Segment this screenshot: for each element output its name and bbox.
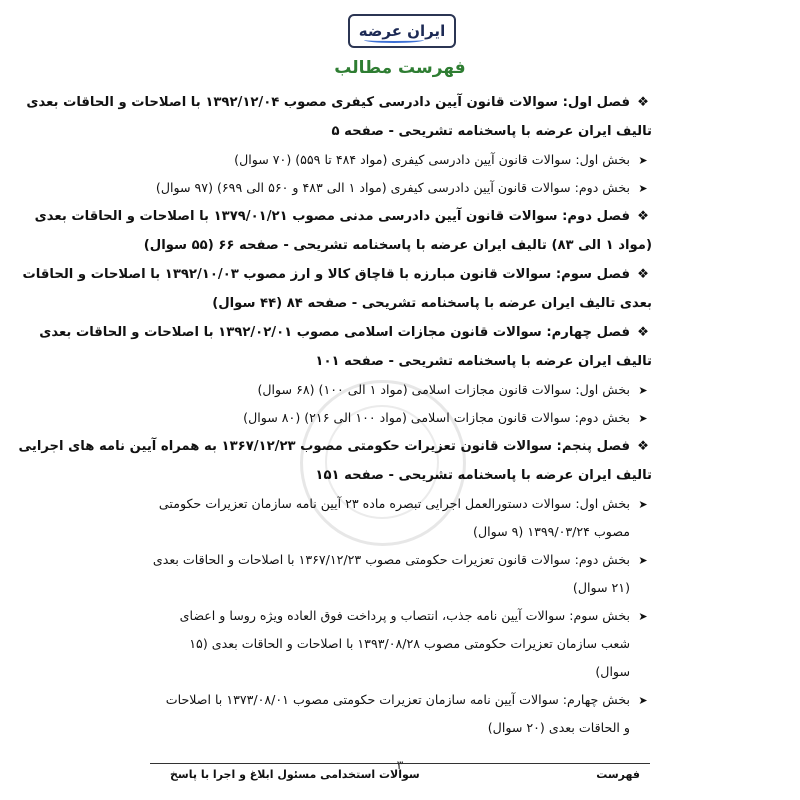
- toc-text: شعب سازمان تعزیرات حکومتی مصوب ۱۳۹۳/۰۸/۲۸ با اصلاحات و الحاقات بعدی (۱۵: [189, 636, 630, 651]
- arrow-bullet-icon: ➤: [638, 554, 648, 567]
- section-item: [138, 376, 652, 404]
- toc-text: مصوب ۱۳۹۹/۰۳/۲۴ (۹ سوال): [473, 524, 630, 539]
- arrow-bullet-icon: ➤: [638, 610, 648, 623]
- toc-text: فصل سوم: سوالات قانون مبارزه با قاچاق کالا و ارز مصوب ۱۳۹۲/۱۰/۰۳ با اصلاحات و الحاقات: [22, 267, 630, 282]
- toc-text: بخش دوم: سوالات قانون مجازات اسلامی (مواد ۱۰۰ الی ۲۱۶) (۸۰ سوال): [243, 410, 630, 425]
- toc-text: بخش دوم: سوالات قانون تعزیرات حکومتی مصوب ۱۳۶۷/۱۲/۲۳ با اصلاحات و الحاقات بعدی: [152, 552, 630, 567]
- diamond-bullet-icon: ❖: [637, 325, 649, 340]
- logo: [348, 14, 456, 48]
- chapter-heading-continuation: [138, 461, 652, 490]
- diamond-bullet-icon: ❖: [637, 209, 649, 224]
- footer-section-label: فهرست: [596, 768, 640, 781]
- toc-text: تالیف ایران عرضه با پاسخنامه تشریحی - صفحه ۵: [331, 124, 652, 139]
- section-item-continuation: [138, 518, 652, 546]
- table-of-contents: [18, 88, 652, 742]
- chapter-heading: [39, 318, 652, 347]
- toc-text: سوال): [595, 664, 630, 679]
- toc-text: بخش دوم: سوالات قانون آیین دادرسی کیفری (مواد ۱ الی ۴۸۳ و ۵۶۰ الی ۶۹۹) (۹۷ سوال): [155, 180, 630, 195]
- chapter-heading-continuation: [138, 231, 652, 260]
- chapter-heading-continuation: [138, 289, 652, 318]
- section-item: [138, 174, 652, 202]
- toc-text: بخش اول: سوالات قانون مجازات اسلامی (مواد ۱ الی ۱۰۰) (۶۸ سوال): [257, 382, 630, 397]
- diamond-bullet-icon: ❖: [637, 95, 649, 110]
- toc-text: تالیف ایران عرضه با پاسخنامه تشریحی - صفحه ۱۵۱: [315, 468, 652, 483]
- chapter-heading: [22, 260, 652, 289]
- toc-text: (مواد ۱ الی ۸۳) تالیف ایران عرضه با پاسخنامه تشریحی - صفحه ۶۶ (۵۵ سوال): [143, 238, 652, 253]
- logo-swoosh-icon: [364, 37, 424, 43]
- chapter-heading: [26, 88, 652, 117]
- section-item-continuation: [138, 714, 652, 742]
- arrow-bullet-icon: ➤: [638, 694, 648, 707]
- arrow-bullet-icon: ➤: [638, 154, 648, 167]
- toc-text: فصل دوم: سوالات قانون آیین دادرسی مدنی مصوب ۱۳۷۹/۰۱/۲۱ با اصلاحات و الحاقات بعدی: [34, 209, 630, 224]
- toc-text: تالیف ایران عرضه با پاسخنامه تشریحی - صفحه ۱۰۱: [315, 354, 652, 369]
- toc-text: فصل پنجم: سوالات قانون تعزیرات حکومتی مصوب ۱۳۶۷/۱۲/۲۳ به همراه آیین نامه های اجرایی: [18, 439, 630, 454]
- section-item-continuation: [138, 658, 652, 686]
- chapter-heading-continuation: [138, 117, 652, 146]
- diamond-bullet-icon: ❖: [637, 439, 649, 454]
- section-item: [138, 546, 652, 574]
- chapter-heading: [18, 432, 652, 461]
- toc-text: بخش اول: سوالات قانون آیین دادرسی کیفری (مواد ۴۸۴ تا ۵۵۹) (۷۰ سوال): [234, 152, 630, 167]
- toc-text: بعدی تالیف ایران عرضه با پاسخنامه تشریحی - صفحه ۸۴ (۴۴ سوال): [212, 296, 652, 311]
- chapter-heading: [34, 202, 652, 231]
- section-item: [138, 146, 652, 174]
- diamond-bullet-icon: ❖: [637, 267, 649, 282]
- footer-book-title: سوالات استخدامی مسئول ابلاغ و اجرا با پاسخ: [170, 768, 420, 781]
- toc-text: (۲۱ سوال): [572, 580, 630, 595]
- chapter-heading-continuation: [138, 347, 652, 376]
- section-item: [138, 686, 652, 714]
- toc-text: فصل چهارم: سوالات قانون مجازات اسلامی مصوب ۱۳۹۲/۰۲/۰۱ با اصلاحات و الحاقات بعدی: [39, 325, 630, 340]
- arrow-bullet-icon: ➤: [638, 412, 648, 425]
- arrow-bullet-icon: ➤: [638, 384, 648, 397]
- footer-divider: [150, 763, 650, 764]
- arrow-bullet-icon: ➤: [638, 498, 648, 511]
- arrow-bullet-icon: ➤: [638, 182, 648, 195]
- section-item: [138, 602, 652, 630]
- toc-text: بخش اول: سوالات دستورالعمل اجرایی تبصره ماده ۲۳ آیین نامه سازمان تعزیرات حکومتی: [158, 496, 630, 511]
- section-item-continuation: [138, 630, 652, 658]
- logo-text: ایران عرضه: [358, 22, 446, 40]
- section-item-continuation: [138, 574, 652, 602]
- toc-text: بخش سوم: سوالات آیین نامه جذب، انتصاب و پرداخت فوق العاده ویژه روسا و اعضای: [179, 608, 630, 623]
- toc-text: فصل اول: سوالات قانون آیین دادرسی کیفری مصوب ۱۳۹۲/۱۲/۰۴ با اصلاحات و الحاقات بعدی: [26, 95, 630, 110]
- toc-text: بخش چهارم: سوالات آیین نامه سازمان تعزیرات حکومتی مصوب ۱۳۷۳/۰۸/۰۱ با اصلاحات: [165, 692, 630, 707]
- page-title: فهرست مطالب: [334, 58, 466, 78]
- section-item: [138, 404, 652, 432]
- toc-text: و الحاقات بعدی (۲۰ سوال): [487, 720, 630, 735]
- page-number: ۳: [396, 758, 404, 772]
- section-item: [138, 490, 652, 518]
